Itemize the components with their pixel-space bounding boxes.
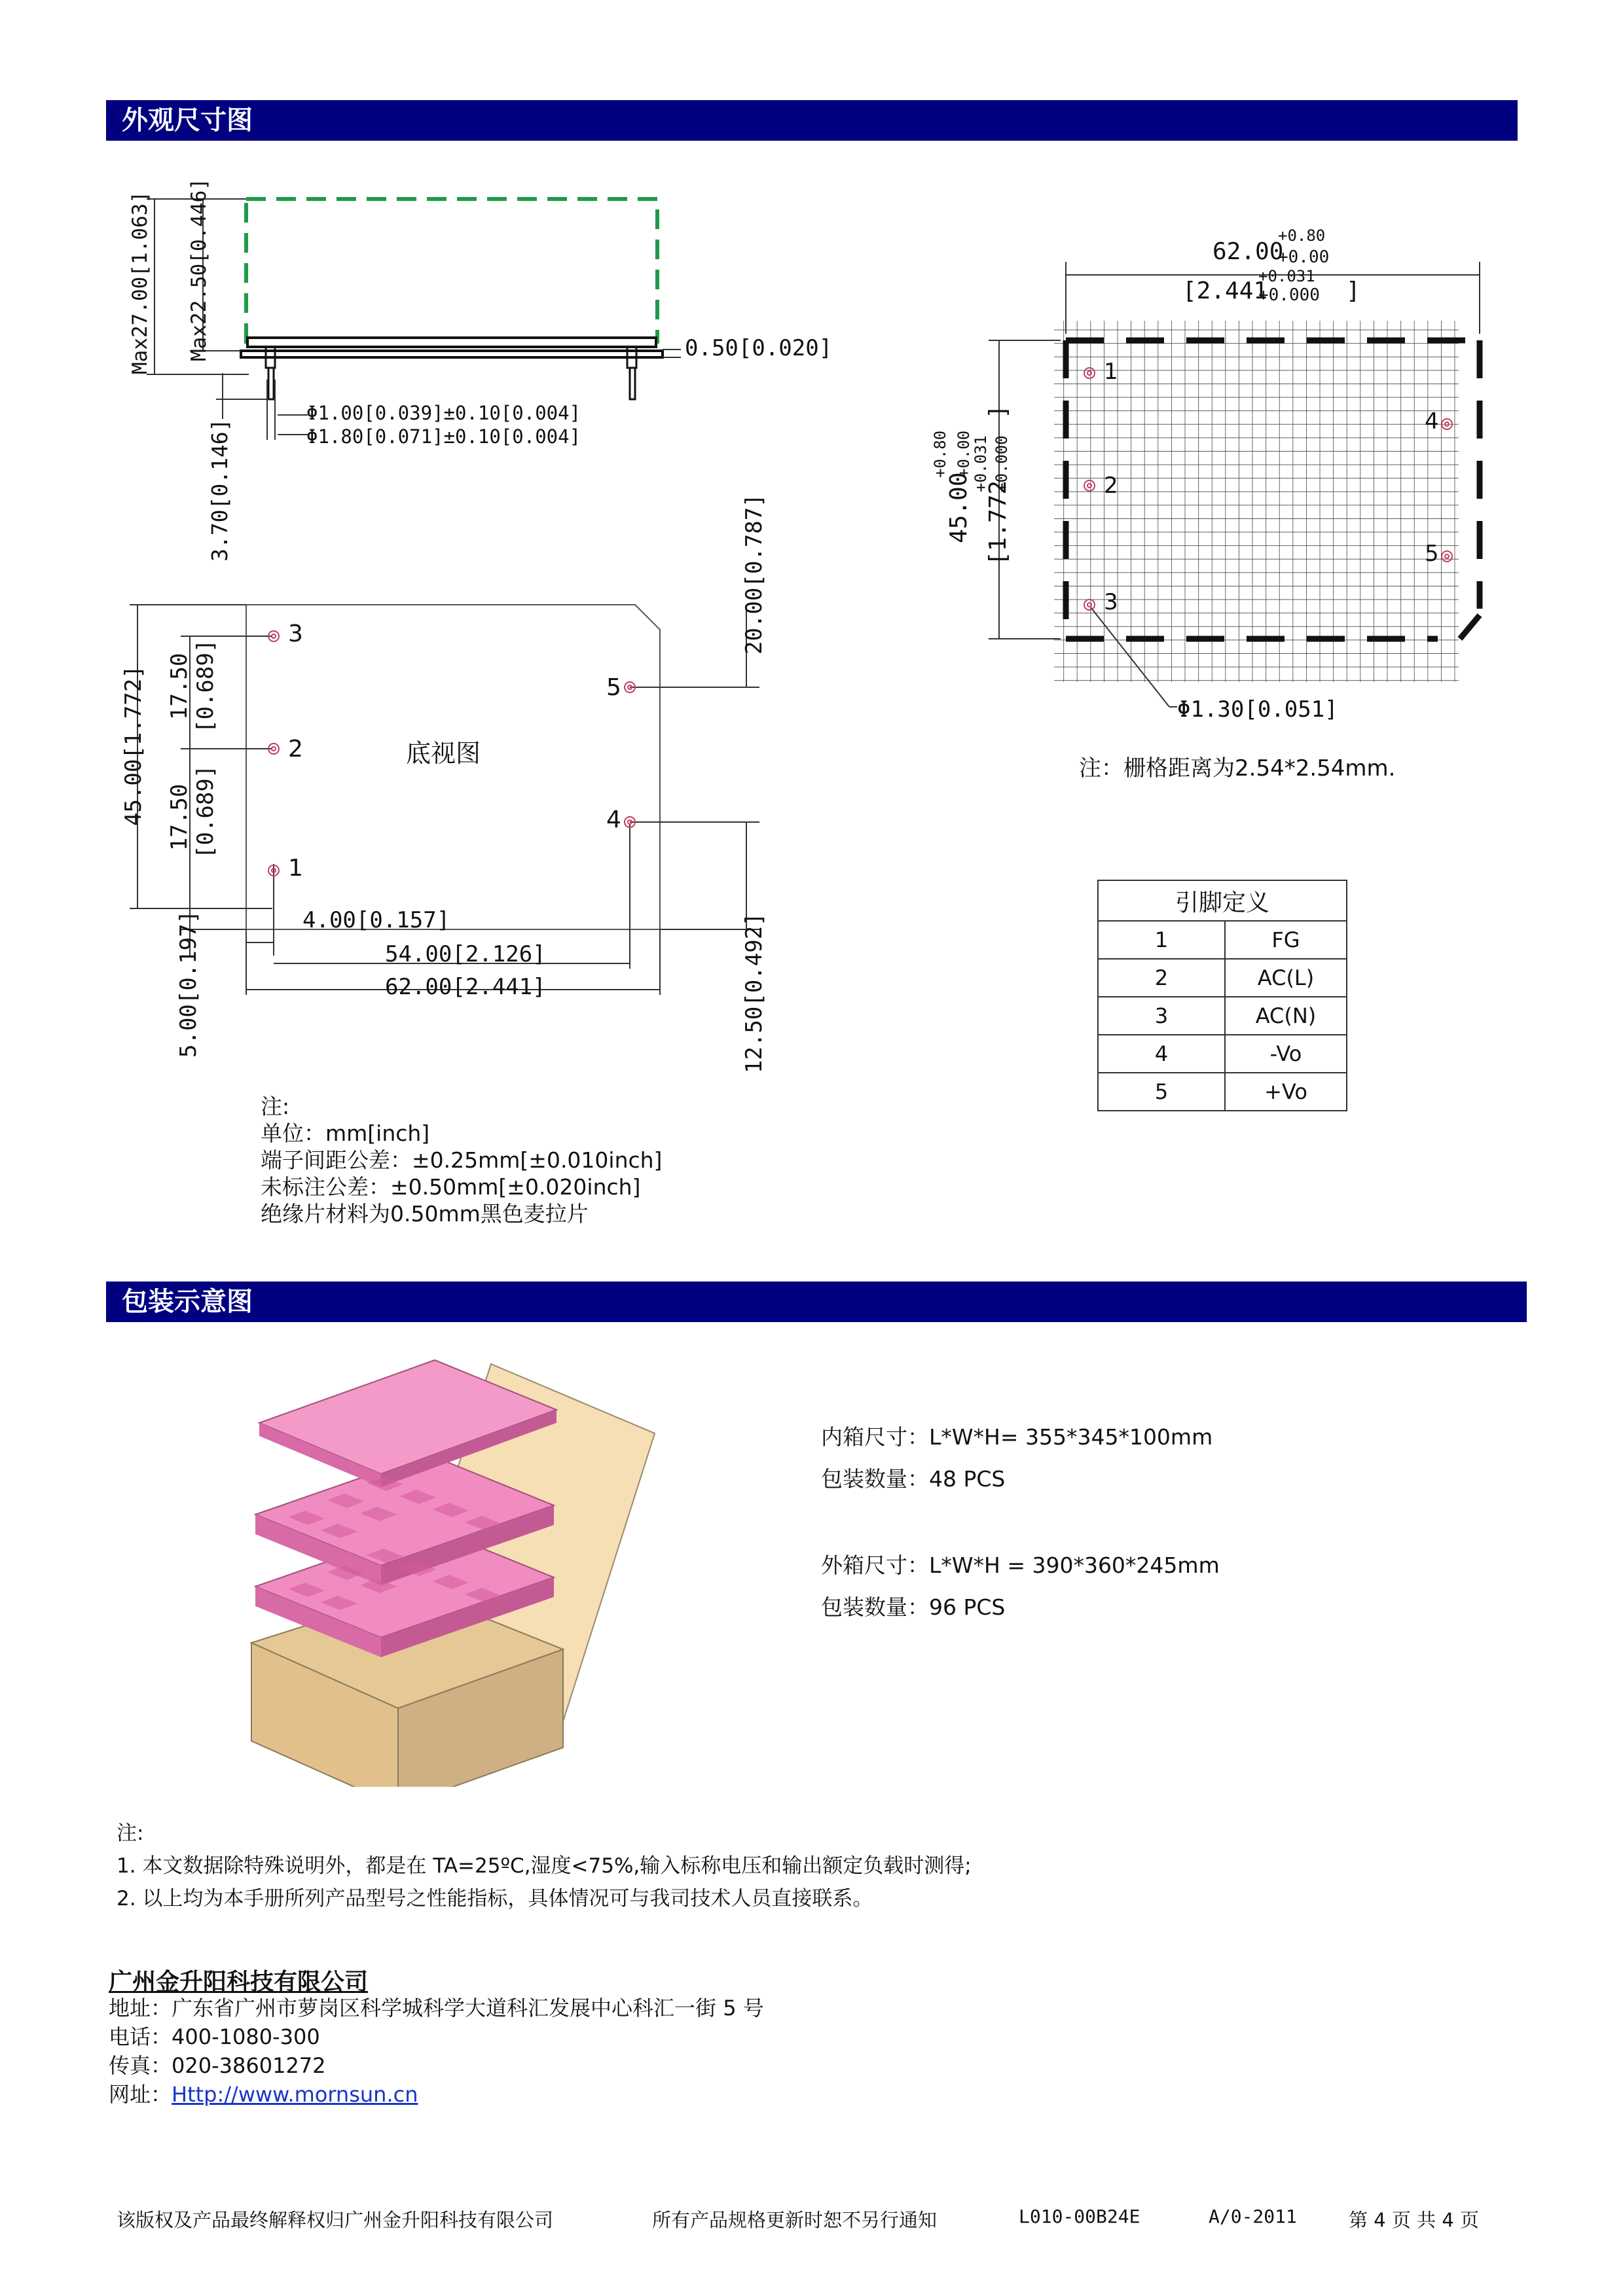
packaging-outer-qty: 包装数量：96 PCS bbox=[821, 1594, 1006, 1620]
pin-func: AC(L) bbox=[1225, 959, 1347, 997]
web-label: 网址： bbox=[109, 2082, 172, 2107]
grid-width-tol-down: +0.00 bbox=[1278, 247, 1330, 267]
dim-pitch-b-inch: [0.689] bbox=[192, 764, 219, 859]
footer-copyright: 该版权及产品最终解释权归广州金升阳科技有限公司 bbox=[117, 2209, 554, 2231]
fax-label: 传真： bbox=[109, 2053, 172, 2078]
grid-height-inch-tol-up: +0.031 bbox=[972, 435, 990, 492]
fax-value: 020-38601272 bbox=[172, 2053, 326, 2078]
grid-pin-2-label: 2 bbox=[1104, 473, 1118, 499]
dim-notes-insulation: 绝缘片材料为0.50mm黑色麦拉片 bbox=[261, 1201, 589, 1227]
pin-num: 3 bbox=[1098, 997, 1225, 1035]
grid-height-tol-down: +0.00 bbox=[955, 430, 973, 478]
grid-hole-dia: Φ1.30[0.051] bbox=[1177, 696, 1338, 723]
company-address-row bbox=[109, 1994, 764, 2022]
grid-pin-5-label: 5 bbox=[1425, 541, 1439, 567]
pin-definition-table bbox=[1097, 880, 1347, 1111]
bottom-view-label: 底视图 bbox=[406, 739, 481, 768]
dim-bottom-height: 45.00[1.772] bbox=[120, 665, 147, 826]
grid-pin-3-label: 3 bbox=[1104, 589, 1118, 615]
packaging-inner-size: 内箱尺寸：L*W*H= 355*345*100mm bbox=[821, 1424, 1213, 1450]
dim-pin-dia-1: Φ1.00[0.039]±0.10[0.004] bbox=[306, 402, 581, 424]
table-row bbox=[1098, 959, 1347, 997]
general-notes bbox=[117, 1817, 972, 1915]
dim-max-body: Max22.50[0.446] bbox=[187, 178, 211, 361]
dimension-notes bbox=[261, 1093, 662, 1227]
footer-doc-number: L010-00B24E bbox=[1019, 2206, 1140, 2227]
grid-height-inch-close: ] bbox=[985, 404, 1012, 419]
pin-func: +Vo bbox=[1225, 1073, 1347, 1111]
table-row bbox=[1098, 997, 1347, 1035]
pin-table-title: 引脚定义 bbox=[1098, 880, 1347, 921]
address-value: 广东省广州市萝岗区科学城科学大道科汇发展中心科汇一街 5 号 bbox=[172, 1996, 764, 2020]
grid-width-value: 62.00 bbox=[1213, 238, 1284, 265]
dim-pin-span: 54.00[2.126] bbox=[385, 941, 546, 967]
packaging-outer-size: 外箱尺寸：L*W*H = 390*360*245mm bbox=[821, 1552, 1220, 1578]
grid-view-drawing bbox=[969, 249, 1558, 746]
company-fax-row bbox=[109, 2051, 764, 2080]
company-phone-row bbox=[109, 2022, 764, 2051]
bottom-pin-3-label: 3 bbox=[288, 620, 303, 647]
section-header-packaging: 包装示意图 bbox=[106, 1282, 1527, 1322]
pin-num: 2 bbox=[1098, 959, 1225, 997]
pin-func: FG bbox=[1225, 921, 1347, 959]
dim-right-bottom: 12.50[0.492] bbox=[741, 912, 767, 1073]
table-row bbox=[1098, 1073, 1347, 1111]
grid-height-tol-up: +0.80 bbox=[931, 430, 949, 478]
dim-notes-general-tol: 未标注公差：±0.50mm[±0.020inch] bbox=[261, 1174, 641, 1200]
dim-pitch-b: 17.50 bbox=[166, 783, 192, 851]
footer-notice: 所有产品规格更新时恕不另行通知 bbox=[652, 2209, 938, 2231]
company-contact bbox=[109, 1994, 764, 2109]
general-note-item: 2. 以上均为本手册所列产品型号之性能指标，具体情况可与我司技术人员直接联系。 bbox=[117, 1887, 873, 1910]
grid-width-inch-tol-down: +0.000 bbox=[1258, 285, 1320, 305]
company-name: 广州金升阳科技有限公司 bbox=[109, 1969, 369, 1996]
general-notes-heading: 注: bbox=[117, 1821, 144, 1845]
grid-height-inch-tol-down: +0.000 bbox=[993, 435, 1011, 492]
pin-func: AC(N) bbox=[1225, 997, 1347, 1035]
grid-width-inch-tol-up: +0.031 bbox=[1258, 267, 1315, 285]
bottom-pin-5-label: 5 bbox=[606, 674, 621, 701]
dim-notes-heading: 注: bbox=[261, 1094, 290, 1119]
grid-pin-1-label: 1 bbox=[1104, 359, 1118, 385]
address-label: 地址： bbox=[109, 1996, 172, 2020]
bottom-pin-1-label: 1 bbox=[288, 855, 303, 882]
pin-func: -Vo bbox=[1225, 1035, 1347, 1073]
dim-insulation: 0.50[0.020] bbox=[685, 335, 833, 361]
dim-max-height: Max27.00[1.063] bbox=[128, 191, 152, 374]
website-link[interactable]: Http://www.mornsun.cn bbox=[172, 2082, 418, 2107]
pin-num: 4 bbox=[1098, 1035, 1225, 1073]
dim-pin-offset: 4.00[0.157] bbox=[302, 907, 450, 933]
footer-revision: A/0-2011 bbox=[1209, 2206, 1297, 2227]
dim-pitch-a-inch: [0.689] bbox=[192, 639, 219, 733]
dim-right-top: 20.00[0.787] bbox=[741, 493, 767, 655]
footer-page-number: 第 4 页 共 4 页 bbox=[1349, 2209, 1479, 2231]
dim-pin-length: 3.70[0.146] bbox=[207, 418, 232, 562]
grid-note: 注：栅格距离为2.54*2.54mm. bbox=[1079, 755, 1396, 781]
pin-num: 5 bbox=[1098, 1073, 1225, 1111]
phone-label: 电话： bbox=[109, 2024, 172, 2049]
dim-notes-pin-tol: 端子间距公差：±0.25mm[±0.010inch] bbox=[261, 1147, 663, 1173]
table-row bbox=[1098, 921, 1347, 959]
dim-pitch-a: 17.50 bbox=[166, 653, 192, 720]
bottom-pin-4-label: 4 bbox=[606, 806, 621, 833]
general-note-item: 1. 本文数据除特殊说明外，都是在 TA=25ºC,湿度<75%,输入标称电压和输出额定负载时测得; bbox=[117, 1854, 972, 1878]
dim-pin-dia-2: Φ1.80[0.071]±0.10[0.004] bbox=[306, 425, 581, 448]
packaging-inner-qty: 包装数量：48 PCS bbox=[821, 1466, 1006, 1492]
phone-value: 400-1080-300 bbox=[172, 2024, 320, 2049]
section-header-dimensions: 外观尺寸图 bbox=[106, 100, 1518, 141]
dim-notes-unit: 单位：mm[inch] bbox=[261, 1121, 430, 1146]
grid-width-inch: [2.441 bbox=[1182, 278, 1268, 304]
company-web-row bbox=[109, 2080, 764, 2109]
grid-width-inch-close: ] bbox=[1346, 278, 1360, 304]
grid-height-inch: [1.772 bbox=[985, 480, 1012, 565]
table-row bbox=[1098, 1035, 1347, 1073]
pin-num: 1 bbox=[1098, 921, 1225, 959]
grid-width-tol-up: +0.80 bbox=[1278, 226, 1326, 245]
dim-bottom-width: 62.00[2.441] bbox=[385, 974, 546, 1000]
bottom-pin-2-label: 2 bbox=[288, 736, 303, 762]
packaging-illustration bbox=[236, 1355, 681, 1787]
dim-bottom-margin: 5.00[0.197] bbox=[175, 910, 202, 1058]
grid-height-value: 45.00 bbox=[945, 472, 972, 543]
grid-pin-4-label: 4 bbox=[1425, 408, 1439, 435]
